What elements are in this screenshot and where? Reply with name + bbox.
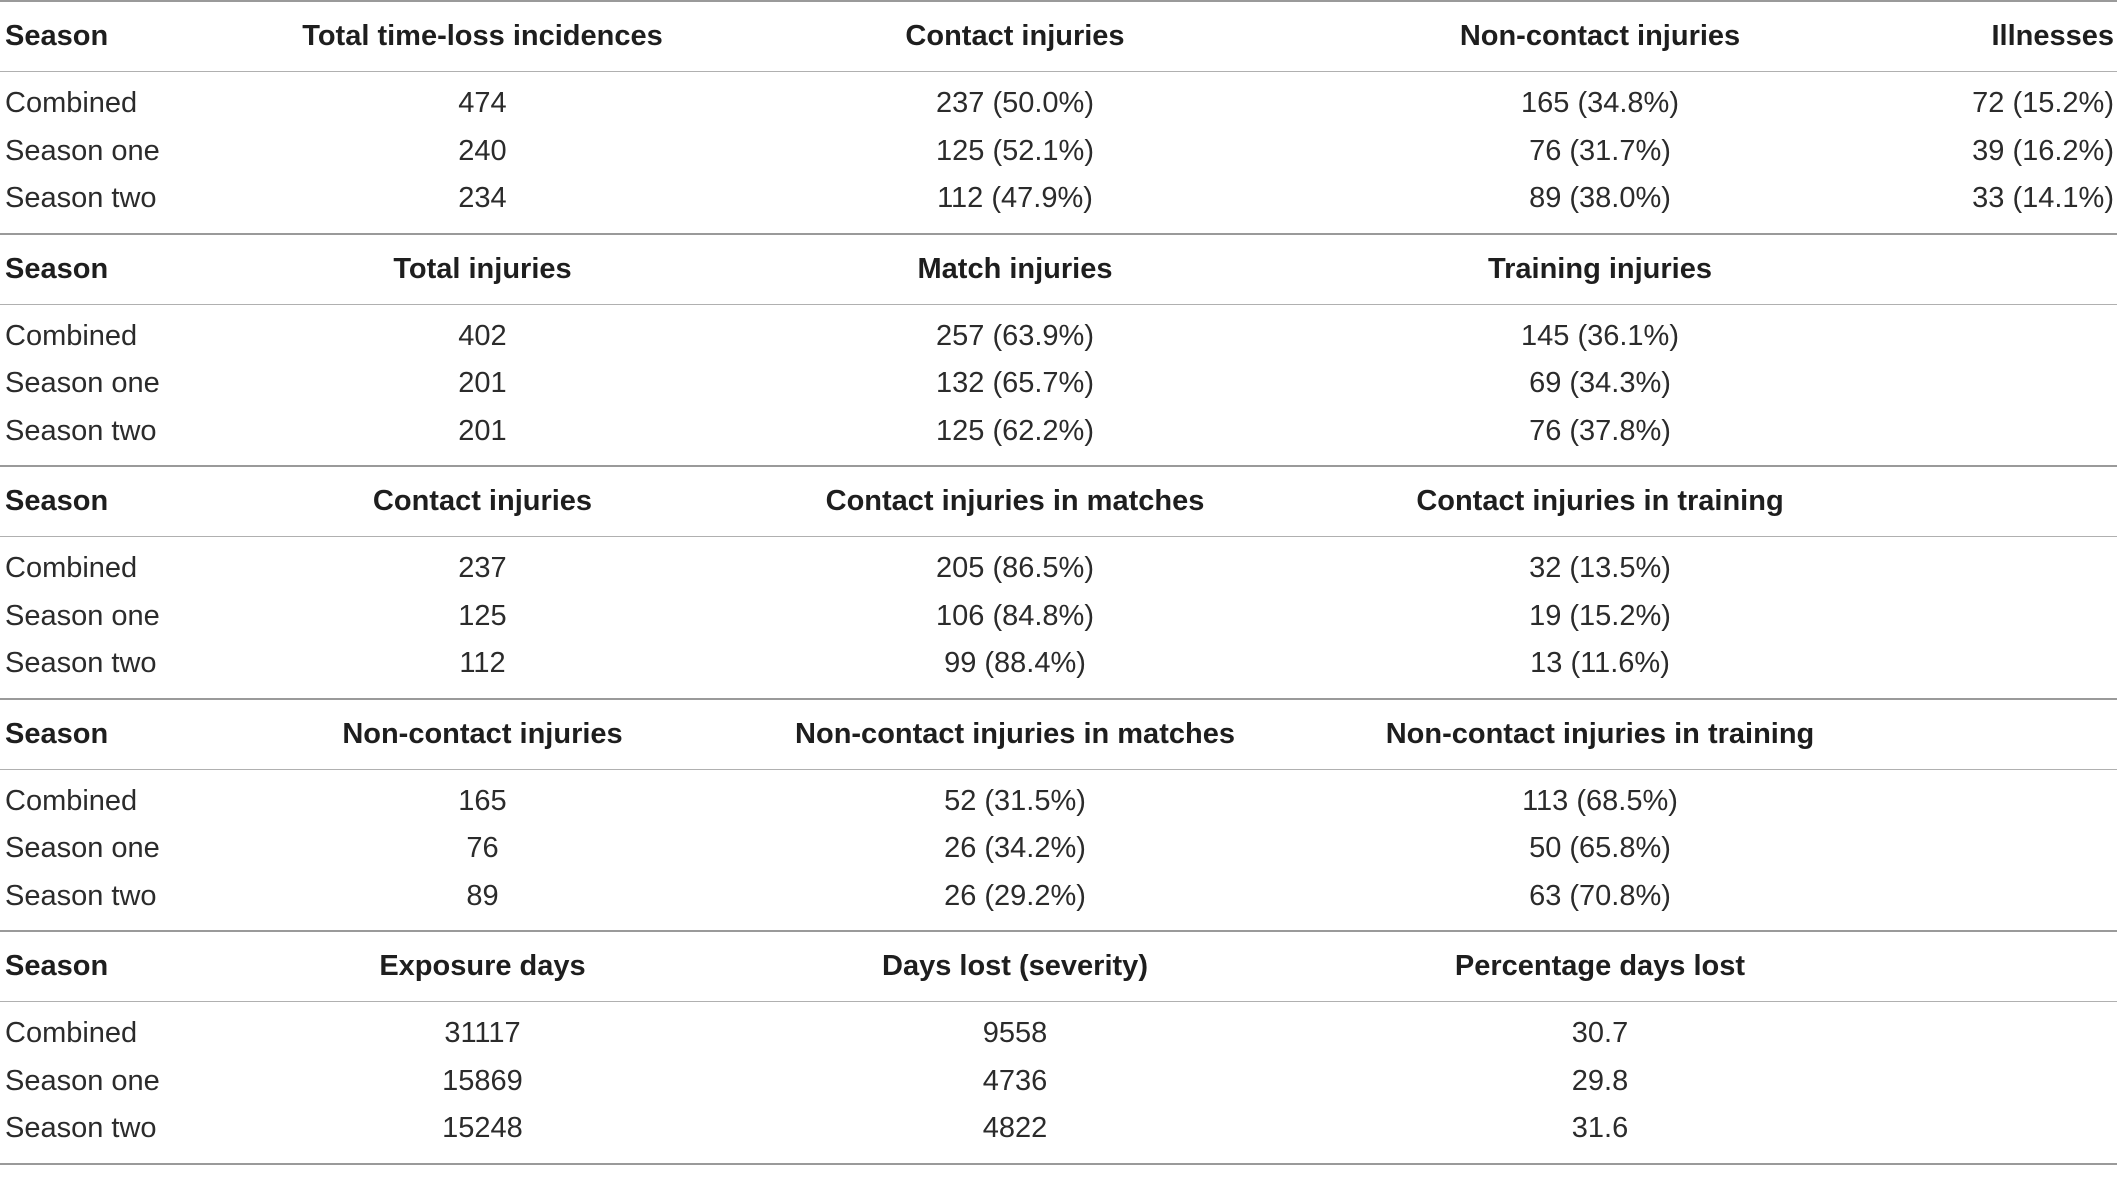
column-header-column-2: Contact injuries [720, 1, 1310, 72]
table-cell: 15869 [442, 1064, 523, 1097]
section-header-row [0, 931, 2117, 1002]
column-header-season-label: Season [0, 931, 245, 1002]
table-cell: 26 (29.2%) [944, 879, 1086, 912]
section-header-row [0, 1, 2117, 72]
column-header-column-3: Percentage days lost [1310, 931, 1890, 1002]
row-label: Season one [5, 1064, 160, 1097]
column-header-column-1: Non-contact injuries [245, 699, 720, 770]
table-bottom-rule [0, 1164, 2117, 1165]
column-header-column-1: Exposure days [245, 931, 720, 1002]
table-cell: 240 [458, 134, 507, 167]
table-cell: 125 [458, 599, 507, 632]
section-header-row [0, 234, 2117, 305]
column-header-column-1: Contact injuries [245, 466, 720, 537]
table-cell: 31.6 [1571, 1112, 1629, 1145]
section-header-row [0, 466, 2117, 537]
column-header-column-3: Non-contact injuries [1310, 1, 1890, 72]
column-header-column-4 [1890, 699, 2117, 770]
table-cell: 63 (70.8%) [1529, 879, 1671, 912]
section-header-row [0, 699, 2117, 770]
table-cell: 165 [458, 784, 507, 817]
column-header-column-4 [1890, 931, 2117, 1002]
table-cell: 237 (50.0%) [936, 87, 1094, 120]
table-cell [1890, 769, 2117, 825]
table-row [0, 537, 2117, 593]
column-header-column-2: Match injuries [720, 234, 1310, 305]
table-row [0, 873, 2117, 932]
column-header-season-label: Season [0, 1, 245, 72]
table-cell: 205 (86.5%) [936, 552, 1094, 585]
table-cell: 32 (13.5%) [1529, 552, 1671, 585]
table-cell: 9558 [982, 1017, 1048, 1050]
table-cell [1890, 1002, 2117, 1058]
column-header-season-label: Season [0, 466, 245, 537]
table-cell: 125 (52.1%) [936, 134, 1094, 167]
table-cell: 4736 [982, 1064, 1048, 1097]
column-header-column-4 [1890, 234, 2117, 305]
row-label: Season two [5, 414, 157, 447]
column-header-column-4 [1890, 466, 2117, 537]
table-cell: 76 (37.8%) [1529, 414, 1671, 447]
table-cell: 15248 [442, 1112, 523, 1145]
row-label: Season one [5, 832, 160, 865]
table-cell [1890, 1058, 2117, 1106]
table-row [0, 825, 2117, 873]
table-row [0, 1058, 2117, 1106]
table-cell: 39 (16.2%) [1972, 134, 2114, 167]
rule-cell [720, 1164, 1310, 1165]
row-label: Season two [5, 182, 157, 215]
table-cell: 201 [458, 414, 507, 447]
row-label: Season one [5, 367, 160, 400]
table-cell: 50 (65.8%) [1529, 832, 1671, 865]
table-row [0, 128, 2117, 176]
rule-cell [1310, 1164, 1890, 1165]
table-cell: 29.8 [1571, 1064, 1629, 1097]
column-header-season-label: Season [0, 699, 245, 770]
table-row [0, 1105, 2117, 1164]
table-cell: 201 [458, 367, 507, 400]
table-cell: 89 [466, 879, 499, 912]
table-cell: 33 (14.1%) [1972, 182, 2114, 215]
row-label: Season two [5, 879, 157, 912]
row-label: Combined [5, 87, 138, 120]
table-cell: 112 [459, 647, 506, 680]
table-cell: 106 (84.8%) [936, 599, 1094, 632]
table-cell: 4822 [982, 1112, 1048, 1145]
rule-cell [1890, 1164, 2117, 1165]
row-label: Combined [5, 319, 138, 352]
table-cell: 145 (36.1%) [1521, 319, 1679, 352]
table-cell [1890, 825, 2117, 873]
row-label: Season two [5, 1112, 157, 1145]
table-cell: 99 (88.4%) [944, 647, 1086, 680]
table-cell: 69 (34.3%) [1529, 367, 1671, 400]
table-cell: 76 [466, 832, 499, 865]
table-cell [1890, 1105, 2117, 1164]
column-header-column-1: Total injuries [245, 234, 720, 305]
table-row [0, 175, 2117, 234]
row-label: Combined [5, 1017, 138, 1050]
table-cell: 474 [458, 87, 507, 120]
table-cell: 132 (65.7%) [936, 367, 1094, 400]
column-header-column-4: Illnesses [1890, 1, 2117, 72]
table-cell: 165 (34.8%) [1521, 87, 1679, 120]
table-row [0, 640, 2117, 699]
table-row [0, 408, 2117, 467]
table-cell [1890, 593, 2117, 641]
row-label: Season one [5, 599, 160, 632]
column-header-column-2: Days lost (severity) [720, 931, 1310, 1002]
table-cell: 402 [458, 319, 507, 352]
table-row [0, 360, 2117, 408]
table-body [0, 1, 2117, 1165]
table-cell [1890, 537, 2117, 593]
column-header-column-3: Training injuries [1310, 234, 1890, 305]
column-header-column-3: Contact injuries in training [1310, 466, 1890, 537]
table-cell: 125 (62.2%) [936, 414, 1094, 447]
rule-cell [0, 1164, 245, 1165]
table-cell: 52 (31.5%) [944, 784, 1086, 817]
table-cell: 30.7 [1571, 1017, 1629, 1050]
table-cell [1890, 408, 2117, 467]
column-header-column-2: Non-contact injuries in matches [720, 699, 1310, 770]
table-row [0, 304, 2117, 360]
column-header-season-label: Season [0, 234, 245, 305]
table-cell: 19 (15.2%) [1529, 599, 1671, 632]
table-cell: 257 (63.9%) [936, 319, 1094, 352]
table-cell: 237 [458, 552, 507, 585]
table-cell [1890, 873, 2117, 932]
table-cell: 72 (15.2%) [1972, 87, 2114, 120]
table-cell [1890, 360, 2117, 408]
table-row [0, 1002, 2117, 1058]
table-cell [1890, 304, 2117, 360]
column-header-column-1: Total time-loss incidences [245, 1, 720, 72]
table-cell: 76 (31.7%) [1529, 134, 1671, 167]
column-header-column-3: Non-contact injuries in training [1310, 699, 1890, 770]
table-cell: 13 (11.6%) [1530, 647, 1670, 680]
table-cell: 234 [458, 182, 507, 215]
table-row [0, 769, 2117, 825]
table-cell [1890, 640, 2117, 699]
table-row [0, 72, 2117, 128]
row-label: Combined [5, 552, 138, 585]
row-label: Season one [5, 134, 160, 167]
table-cell: 112 (47.9%) [937, 182, 1093, 215]
table-cell: 31117 [444, 1017, 521, 1050]
table-cell: 113 (68.5%) [1522, 784, 1678, 817]
row-label: Season two [5, 647, 157, 680]
row-label: Combined [5, 784, 138, 817]
table-row [0, 593, 2117, 641]
column-header-column-2: Contact injuries in matches [720, 466, 1310, 537]
rule-cell [245, 1164, 720, 1165]
table-cell: 26 (34.2%) [944, 832, 1086, 865]
table-cell: 89 (38.0%) [1529, 182, 1671, 215]
